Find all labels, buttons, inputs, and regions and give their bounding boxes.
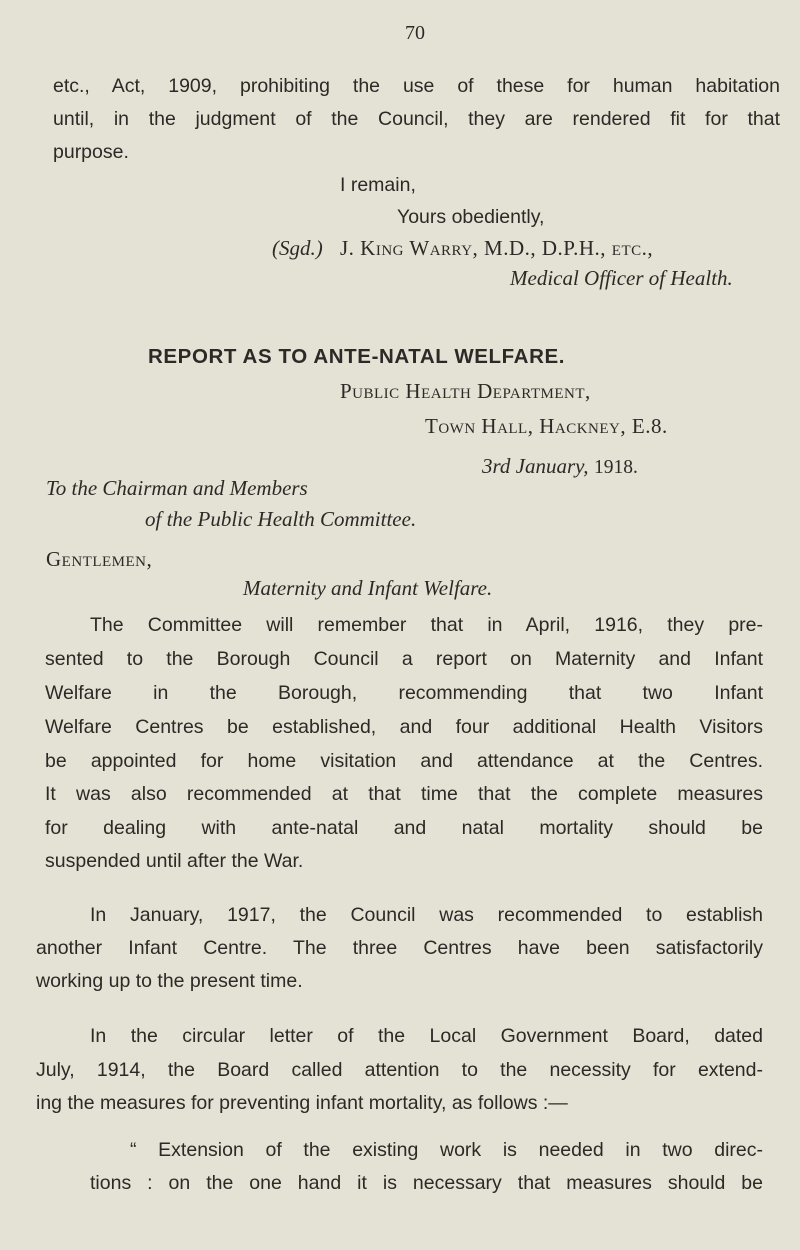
signoff-closing: Yours obediently, [397, 206, 545, 228]
text-line: etc., Act, 1909, prohibiting the use of these for human habitation [53, 75, 780, 97]
quote-line: tions : on the one hand it is necessary that measures should be [90, 1172, 763, 1194]
signoff-sgd: (Sgd.) [272, 236, 323, 260]
text-line: July, 1914, the Board called attention to the necessity for extend- [36, 1059, 763, 1081]
report-date [482, 453, 638, 481]
text-line: Welfare Centres be established, and four additional Health Visitors [45, 716, 763, 738]
report-heading: REPORT AS TO ANTE-NATAL WELFARE. [148, 345, 566, 368]
signoff-name: J. King Warry, M.D., D.P.H., etc., [340, 236, 654, 260]
text-line: In January, 1917, the Council was recommended to establish [90, 904, 763, 926]
report-date-year: 1918. [593, 457, 638, 478]
addressee-line: To the Chairman and Members [46, 476, 308, 500]
text-line: for dealing with ante-natal and natal mortality should be [45, 817, 763, 839]
text-line: It was also recommended at that time that the complete measures [45, 783, 763, 805]
report-date-day: 3rd January, [482, 454, 589, 478]
text-line: be appointed for home visitation and attendance at the Centres. [45, 750, 763, 772]
subject-line: Maternity and Infant Welfare. [243, 576, 493, 600]
address-line: Town Hall, Hackney, E.8. [425, 414, 668, 438]
text-line: working up to the present time. [36, 970, 303, 992]
text-line: until, in the judgment of the Council, they are rendered fit for that [53, 108, 780, 130]
text-line: another Infant Centre. The three Centres have been satisfactorily [36, 937, 763, 959]
signoff-remain: I remain, [340, 174, 416, 196]
signoff-title: Medical Officer of Health. [510, 266, 733, 290]
salutation: Gentlemen, [46, 547, 153, 571]
page-number: 70 [405, 22, 425, 44]
address-line: Public Health Department, [340, 379, 591, 403]
text-line: In the circular letter of the Local Government Board, dated [90, 1025, 763, 1047]
text-line: purpose. [53, 141, 129, 163]
text-line: suspended until after the War. [45, 850, 304, 872]
text-line: Welfare in the Borough, recommending that two Infant [45, 682, 763, 704]
addressee-line: of the Public Health Committee. [145, 507, 417, 531]
text-line: ing the measures for preventing infant mortality, as follows :— [36, 1092, 568, 1114]
quote-line: “ Extension of the existing work is needed in two direc- [130, 1139, 763, 1161]
text-line: sented to the Borough Council a report on Maternity and Infant [45, 648, 763, 670]
text-line: The Committee will remember that in April, 1916, they pre- [90, 614, 763, 636]
